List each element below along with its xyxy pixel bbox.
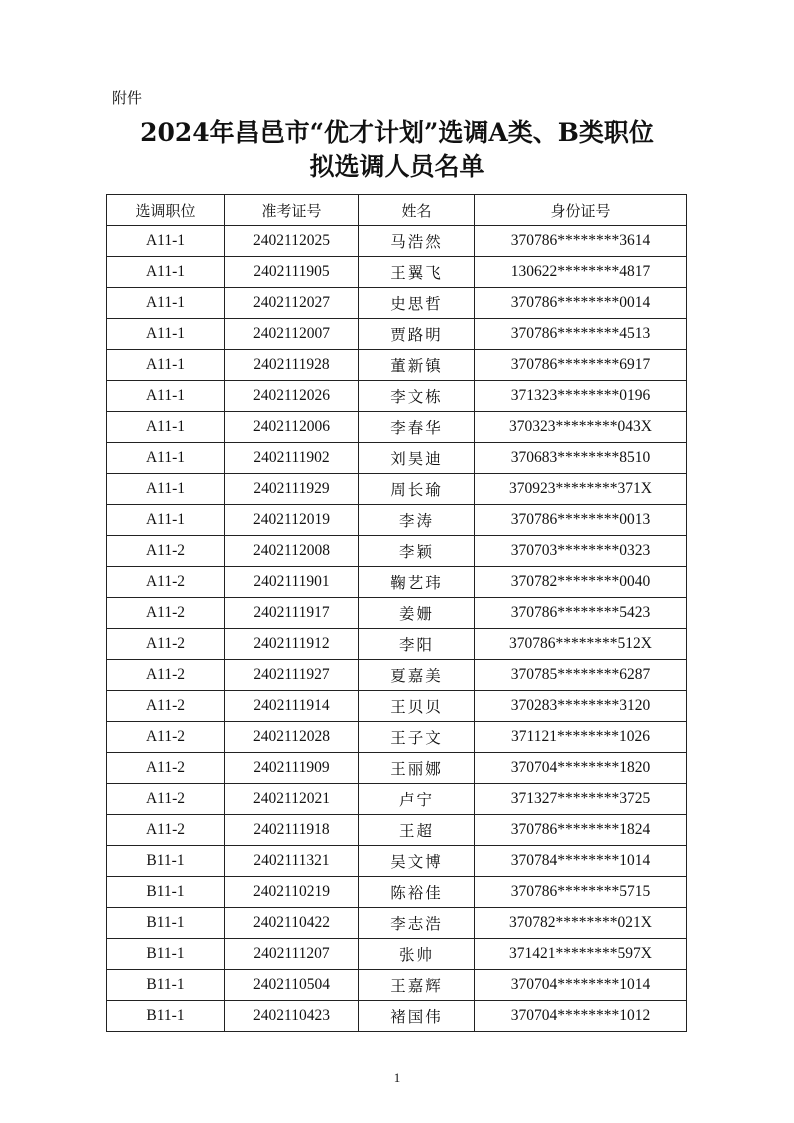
exam-number-cell: 2402112007 — [225, 319, 359, 350]
table-row — [107, 226, 687, 257]
exam-number-cell: 2402112008 — [225, 536, 359, 567]
exam-number-cell: 2402110219 — [225, 877, 359, 908]
exam-number-cell: 2402112026 — [225, 381, 359, 412]
name-cell: 夏嘉美 — [359, 660, 475, 691]
exam-number-cell: 2402110423 — [225, 1001, 359, 1032]
id-number-cell: 370704********1012 — [475, 1001, 687, 1032]
table-row — [107, 350, 687, 381]
id-number-cell: 370923********371X — [475, 474, 687, 505]
column-header-position: 选调职位 — [107, 195, 225, 226]
position-cell: B11-1 — [107, 908, 225, 939]
table-row — [107, 629, 687, 660]
exam-number-cell: 2402111207 — [225, 939, 359, 970]
name-cell: 刘昊迪 — [359, 443, 475, 474]
id-number-cell: 371323********0196 — [475, 381, 687, 412]
exam-number-cell: 2402112027 — [225, 288, 359, 319]
position-cell: B11-1 — [107, 939, 225, 970]
document-subtitle: 拟选调人员名单 — [309, 152, 485, 181]
id-number-cell: 370786********6917 — [475, 350, 687, 381]
name-cell: 贾路明 — [359, 319, 475, 350]
table-row — [107, 443, 687, 474]
table-row — [107, 536, 687, 567]
table-row — [107, 939, 687, 970]
position-cell: B11-1 — [107, 1001, 225, 1032]
table-header-row — [107, 195, 687, 226]
column-header-exam-number: 准考证号 — [225, 195, 359, 226]
position-cell: A11-1 — [107, 257, 225, 288]
position-cell: A11-2 — [107, 598, 225, 629]
attachment-label: 附件 — [112, 89, 143, 107]
position-cell: A11-2 — [107, 629, 225, 660]
position-cell: A11-2 — [107, 815, 225, 846]
exam-number-cell: 2402112019 — [225, 505, 359, 536]
table-row — [107, 319, 687, 350]
table-row — [107, 567, 687, 598]
name-cell: 李涛 — [359, 505, 475, 536]
exam-number-cell: 2402110422 — [225, 908, 359, 939]
table-row — [107, 505, 687, 536]
exam-number-cell: 2402111909 — [225, 753, 359, 784]
position-cell: A11-1 — [107, 381, 225, 412]
table-row — [107, 412, 687, 443]
column-header-id-number: 身份证号 — [475, 195, 687, 226]
exam-number-cell: 2402112028 — [225, 722, 359, 753]
name-cell: 王嘉辉 — [359, 970, 475, 1001]
position-cell: A11-2 — [107, 722, 225, 753]
position-cell: A11-1 — [107, 474, 225, 505]
name-cell: 董新镇 — [359, 350, 475, 381]
exam-number-cell: 2402111928 — [225, 350, 359, 381]
name-cell: 李文栋 — [359, 381, 475, 412]
exam-number-cell: 2402111901 — [225, 567, 359, 598]
name-cell: 王丽娜 — [359, 753, 475, 784]
table-row — [107, 846, 687, 877]
id-number-cell: 370704********1014 — [475, 970, 687, 1001]
exam-number-cell: 2402110504 — [225, 970, 359, 1001]
name-cell: 王翼飞 — [359, 257, 475, 288]
position-cell: B11-1 — [107, 877, 225, 908]
table-row — [107, 598, 687, 629]
id-number-cell: 370786********3614 — [475, 226, 687, 257]
document-title: 2024年昌邑市“优才计划”选调A类、B类职位 — [140, 118, 654, 147]
name-cell: 张帅 — [359, 939, 475, 970]
position-cell: A11-1 — [107, 288, 225, 319]
table-row — [107, 970, 687, 1001]
exam-number-cell: 2402111918 — [225, 815, 359, 846]
position-cell: A11-2 — [107, 660, 225, 691]
id-number-cell: 370704********1820 — [475, 753, 687, 784]
name-cell: 姜姗 — [359, 598, 475, 629]
exam-number-cell: 2402112006 — [225, 412, 359, 443]
exam-number-cell: 2402112025 — [225, 226, 359, 257]
name-cell: 卢宁 — [359, 784, 475, 815]
name-cell: 马浩然 — [359, 226, 475, 257]
id-number-cell: 370786********0013 — [475, 505, 687, 536]
name-cell: 鞠艺玮 — [359, 567, 475, 598]
table-row — [107, 257, 687, 288]
name-cell: 李颖 — [359, 536, 475, 567]
name-cell: 李志浩 — [359, 908, 475, 939]
table-row — [107, 1001, 687, 1032]
position-cell: B11-1 — [107, 970, 225, 1001]
position-cell: A11-1 — [107, 319, 225, 350]
position-cell: A11-1 — [107, 505, 225, 536]
exam-number-cell: 2402111912 — [225, 629, 359, 660]
exam-number-cell: 2402111929 — [225, 474, 359, 505]
id-number-cell: 371421********597X — [475, 939, 687, 970]
id-number-cell: 370283********3120 — [475, 691, 687, 722]
exam-number-cell: 2402112021 — [225, 784, 359, 815]
table-row — [107, 722, 687, 753]
id-number-cell: 371121********1026 — [475, 722, 687, 753]
table-row — [107, 691, 687, 722]
exam-number-cell: 2402111905 — [225, 257, 359, 288]
id-number-cell: 370786********5423 — [475, 598, 687, 629]
position-cell: A11-2 — [107, 691, 225, 722]
id-number-cell: 370786********0014 — [475, 288, 687, 319]
table-row — [107, 784, 687, 815]
id-number-cell: 370782********0040 — [475, 567, 687, 598]
table-body — [107, 226, 687, 1032]
table-row — [107, 288, 687, 319]
exam-number-cell: 2402111321 — [225, 846, 359, 877]
position-cell: A11-2 — [107, 536, 225, 567]
id-number-cell: 130622********4817 — [475, 257, 687, 288]
name-cell: 王超 — [359, 815, 475, 846]
table-row — [107, 877, 687, 908]
position-cell: A11-2 — [107, 784, 225, 815]
table-row — [107, 474, 687, 505]
name-cell: 褚国伟 — [359, 1001, 475, 1032]
position-cell: A11-1 — [107, 350, 225, 381]
position-cell: B11-1 — [107, 846, 225, 877]
exam-number-cell: 2402111902 — [225, 443, 359, 474]
exam-number-cell: 2402111914 — [225, 691, 359, 722]
position-cell: A11-2 — [107, 567, 225, 598]
id-number-cell: 370786********1824 — [475, 815, 687, 846]
id-number-cell: 370785********6287 — [475, 660, 687, 691]
id-number-cell: 370683********8510 — [475, 443, 687, 474]
exam-number-cell: 2402111927 — [225, 660, 359, 691]
table-row — [107, 908, 687, 939]
name-cell: 吴文博 — [359, 846, 475, 877]
position-cell: A11-1 — [107, 443, 225, 474]
id-number-cell: 370784********1014 — [475, 846, 687, 877]
position-cell: A11-1 — [107, 226, 225, 257]
name-cell: 史思哲 — [359, 288, 475, 319]
name-cell: 王子文 — [359, 722, 475, 753]
table-row — [107, 815, 687, 846]
name-cell: 王贝贝 — [359, 691, 475, 722]
table-row — [107, 753, 687, 784]
id-number-cell: 370323********043X — [475, 412, 687, 443]
exam-number-cell: 2402111917 — [225, 598, 359, 629]
id-number-cell: 371327********3725 — [475, 784, 687, 815]
id-number-cell: 370703********0323 — [475, 536, 687, 567]
name-cell: 李阳 — [359, 629, 475, 660]
name-cell: 周长瑜 — [359, 474, 475, 505]
name-cell: 陈裕佳 — [359, 877, 475, 908]
column-header-name: 姓名 — [359, 195, 475, 226]
id-number-cell: 370786********5715 — [475, 877, 687, 908]
id-number-cell: 370786********512X — [475, 629, 687, 660]
position-cell: A11-2 — [107, 753, 225, 784]
id-number-cell: 370782********021X — [475, 908, 687, 939]
name-cell: 李春华 — [359, 412, 475, 443]
candidate-table — [106, 194, 687, 1032]
page-number: 1 — [393, 1070, 401, 1085]
table-row — [107, 660, 687, 691]
table-row — [107, 381, 687, 412]
id-number-cell: 370786********4513 — [475, 319, 687, 350]
position-cell: A11-1 — [107, 412, 225, 443]
